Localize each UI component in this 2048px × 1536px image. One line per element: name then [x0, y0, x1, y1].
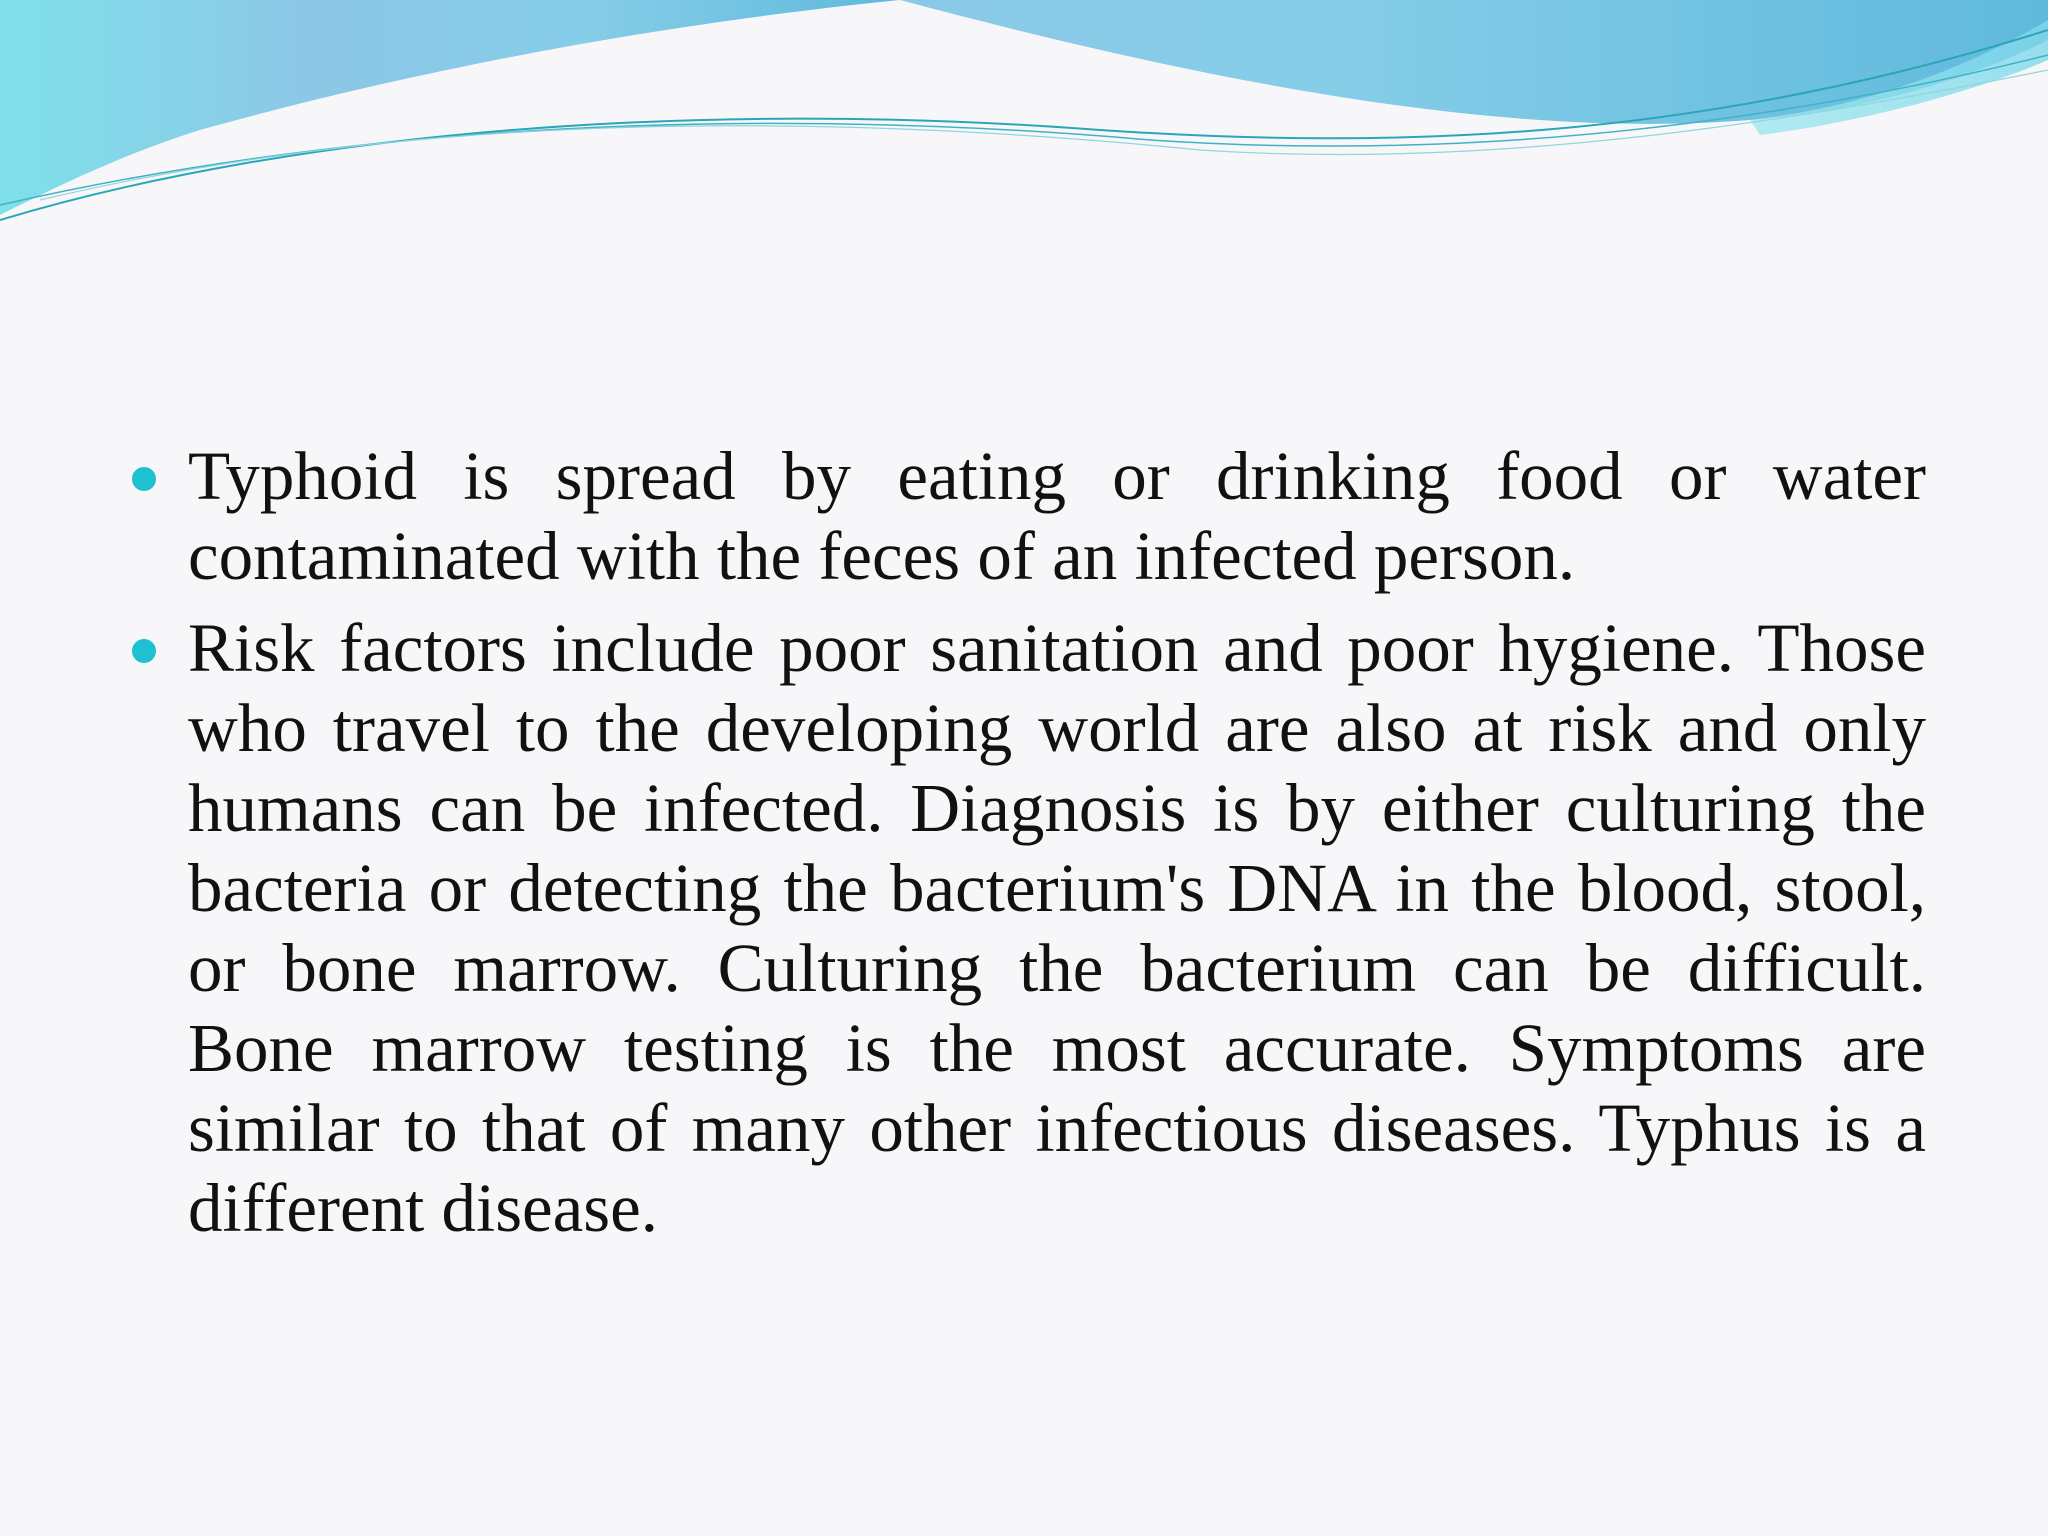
- bullet-dot-icon: [132, 639, 156, 663]
- bullet-dot-icon: [132, 467, 156, 491]
- bullet-text-1: Typhoid is spread by eating or drinking food or water contaminated with the feces of an infected person.: [188, 438, 1926, 594]
- bullet-text-2: Risk factors include poor sanitation and poor hygiene. Those who travel to the developing world are also at risk and only humans can be infected. Diagnosis is by either culturing the bacteria or detecting the bacterium's DNA in the blood, stool, or bone marrow. Culturing the bacterium can be difficult. Bone marrow testing is the most accurate. Symptoms are similar to that of many other infectious diseases. Typhus is a different disease.: [188, 610, 1926, 1246]
- wave-band-left: [0, 0, 900, 215]
- bullet-item-2: [128, 608, 1926, 1248]
- slide-body: [128, 436, 1926, 1260]
- decorative-wave-header: [0, 0, 2048, 240]
- bullet-item-1: [128, 436, 1926, 596]
